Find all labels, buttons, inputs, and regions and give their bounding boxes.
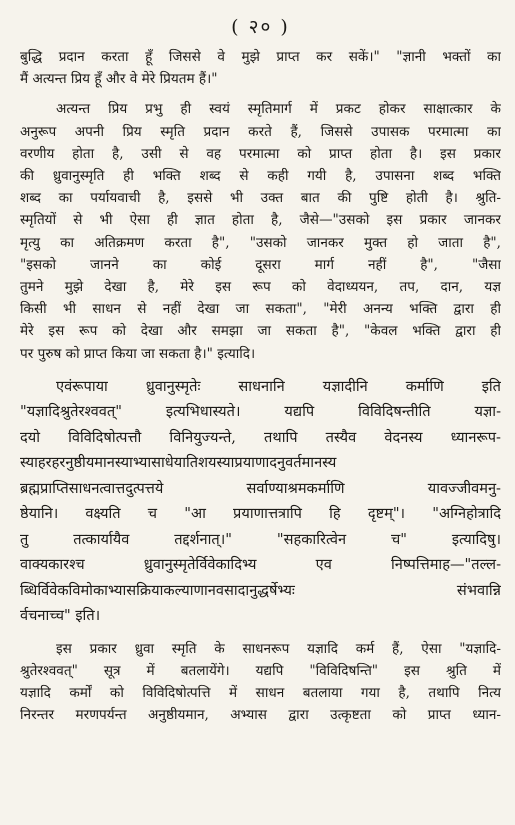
text-line: अनुरूप अपनी प्रिय स्मृति प्रदान करते हैं, जिससे उपासक परमात्मा का bbox=[20, 123, 501, 140]
text-line: "यज्ञादिश्रुतेरश्ववत्" इत्यभिधास्यते। यद्यपि विविदिषन्तीति यज्ञा- bbox=[20, 403, 501, 421]
text-line: ब्रह्मप्राप्तिसाधनत्वात्तदुत्पत्तये सर्वाण्याश्रमकर्माणि यावज्जीवमनु- bbox=[20, 479, 501, 497]
text-line: यज्ञादि कर्मों को विविदिषोत्पत्ति में साधन बतलाया गया है, तथापि नित्य bbox=[20, 685, 501, 702]
text-line: मृत्यु का अतिक्रमण करता है", "उसको जानकर मुक्त हो जाता है", bbox=[20, 234, 501, 251]
text-line: एवंरूपाया ध्रुवानुस्मृतेः साधनानि यज्ञादीनि कर्माणि इति bbox=[56, 377, 501, 395]
text-line: स्मृतियों से भी ऐसा ही ज्ञात होता है, जैसे—"उसको इस प्रकार जानकर bbox=[20, 212, 501, 229]
text-line: की ध्रुवानुस्मृति ही भक्ति शब्द से कही गयी है, उपासना शब्द भक्ति bbox=[20, 168, 501, 185]
paragraph-continuation bbox=[20, 46, 501, 90]
page-number: ( २० ) bbox=[231, 16, 290, 38]
text-line: वरणीय होता है, उसी से वह परमात्मा को प्राप्त होता है। इस प्रकार bbox=[20, 145, 501, 162]
text-line: दयो विविदिषोत्पत्तौ विनियुज्यन्ते, तथापि तस्यैव वेदनस्य ध्यानरूप- bbox=[20, 428, 501, 446]
text-line: वाक्यकारश्च ध्रुवानुस्मृतेर्विवेकादिभ्य एव निष्पत्तिमाह—"तल्ल- bbox=[20, 556, 501, 574]
paragraph-hindi-translation bbox=[20, 638, 501, 727]
text-line: अत्यन्त प्रिय प्रभु ही स्वयं स्मृतिमार्ग में प्रकट होकर साक्षात्कार के bbox=[56, 101, 501, 118]
paragraph-hindi-explanation bbox=[20, 98, 501, 364]
text-line: पर पुरुष को प्राप्त किया जा सकता है।" इत्यादि। bbox=[20, 345, 256, 362]
text-line: किसी भी साधन से नहीं देखा जा सकता", "मेरी अनन्य भक्ति द्वारा ही bbox=[20, 301, 501, 318]
text-line: इस प्रकार ध्रुवा स्मृति के साधनरूप यज्ञादि कर्म हैं, ऐसा "यज्ञादि- bbox=[56, 640, 501, 657]
text-line: "इसको जानने का कोई दूसरा मार्ग नहीं है", "जैसा bbox=[20, 256, 501, 273]
text-line: बुद्धि प्रदान करता हूँ जिससे वे मुझे प्राप्त कर सकें।" "ज्ञानी भक्तों का bbox=[20, 49, 501, 65]
text-line: र्वचनाच्च" इति। bbox=[20, 607, 101, 625]
text-line: मैं अत्यन्त प्रिय हूँ और वे मेरे प्रियतम हैं।" bbox=[20, 71, 218, 88]
paragraph-sanskrit-commentary bbox=[20, 374, 501, 629]
text-line: निरन्तर मरणपर्यन्त अनुष्ठीयमान, अभ्यास द्वारा उत्कृष्टता को प्राप्त ध्यान- bbox=[20, 707, 501, 724]
text-line: स्याहरहरनुष्ठीयमानस्याभ्यासाधेयातिशयस्याप्रयाणादनुवर्तमानस्य bbox=[20, 454, 337, 472]
text-line: मेरे इस रूप को देखा और समझा जा सकता है", "केवल भक्ति द्वारा ही bbox=[20, 323, 501, 340]
text-line: तुमने मुझे देखा है, मेरे इस रूप को वेदाध्ययन, तप, दान, यज्ञ bbox=[20, 279, 501, 296]
text-line: ष्ठेयानि। वक्ष्यति च "आ प्रयाणात्तत्रापि हि दृष्टम्"। "अग्निहोत्रादि bbox=[20, 505, 501, 523]
text-line: तु तत्कार्यायैव तद्दर्शनात्।" "सहकारित्वेन च" इत्यादिषु। bbox=[20, 530, 501, 548]
text-line: शब्द का पर्यायवाची है, इससे भी उक्त बात की पुष्टि होती है। श्रुति- bbox=[20, 190, 501, 207]
text-line: श्रुतेरश्ववत्" सूत्र में बतलायेंगे। यद्यपि "विविदिषन्ति" इस श्रुति में bbox=[20, 663, 501, 680]
text-line: ब्धिर्विवेकविमोकाभ्यासक्रियाकल्याणानवसादानुद्धर्षेभ्यः संभवान्नि bbox=[20, 581, 501, 599]
